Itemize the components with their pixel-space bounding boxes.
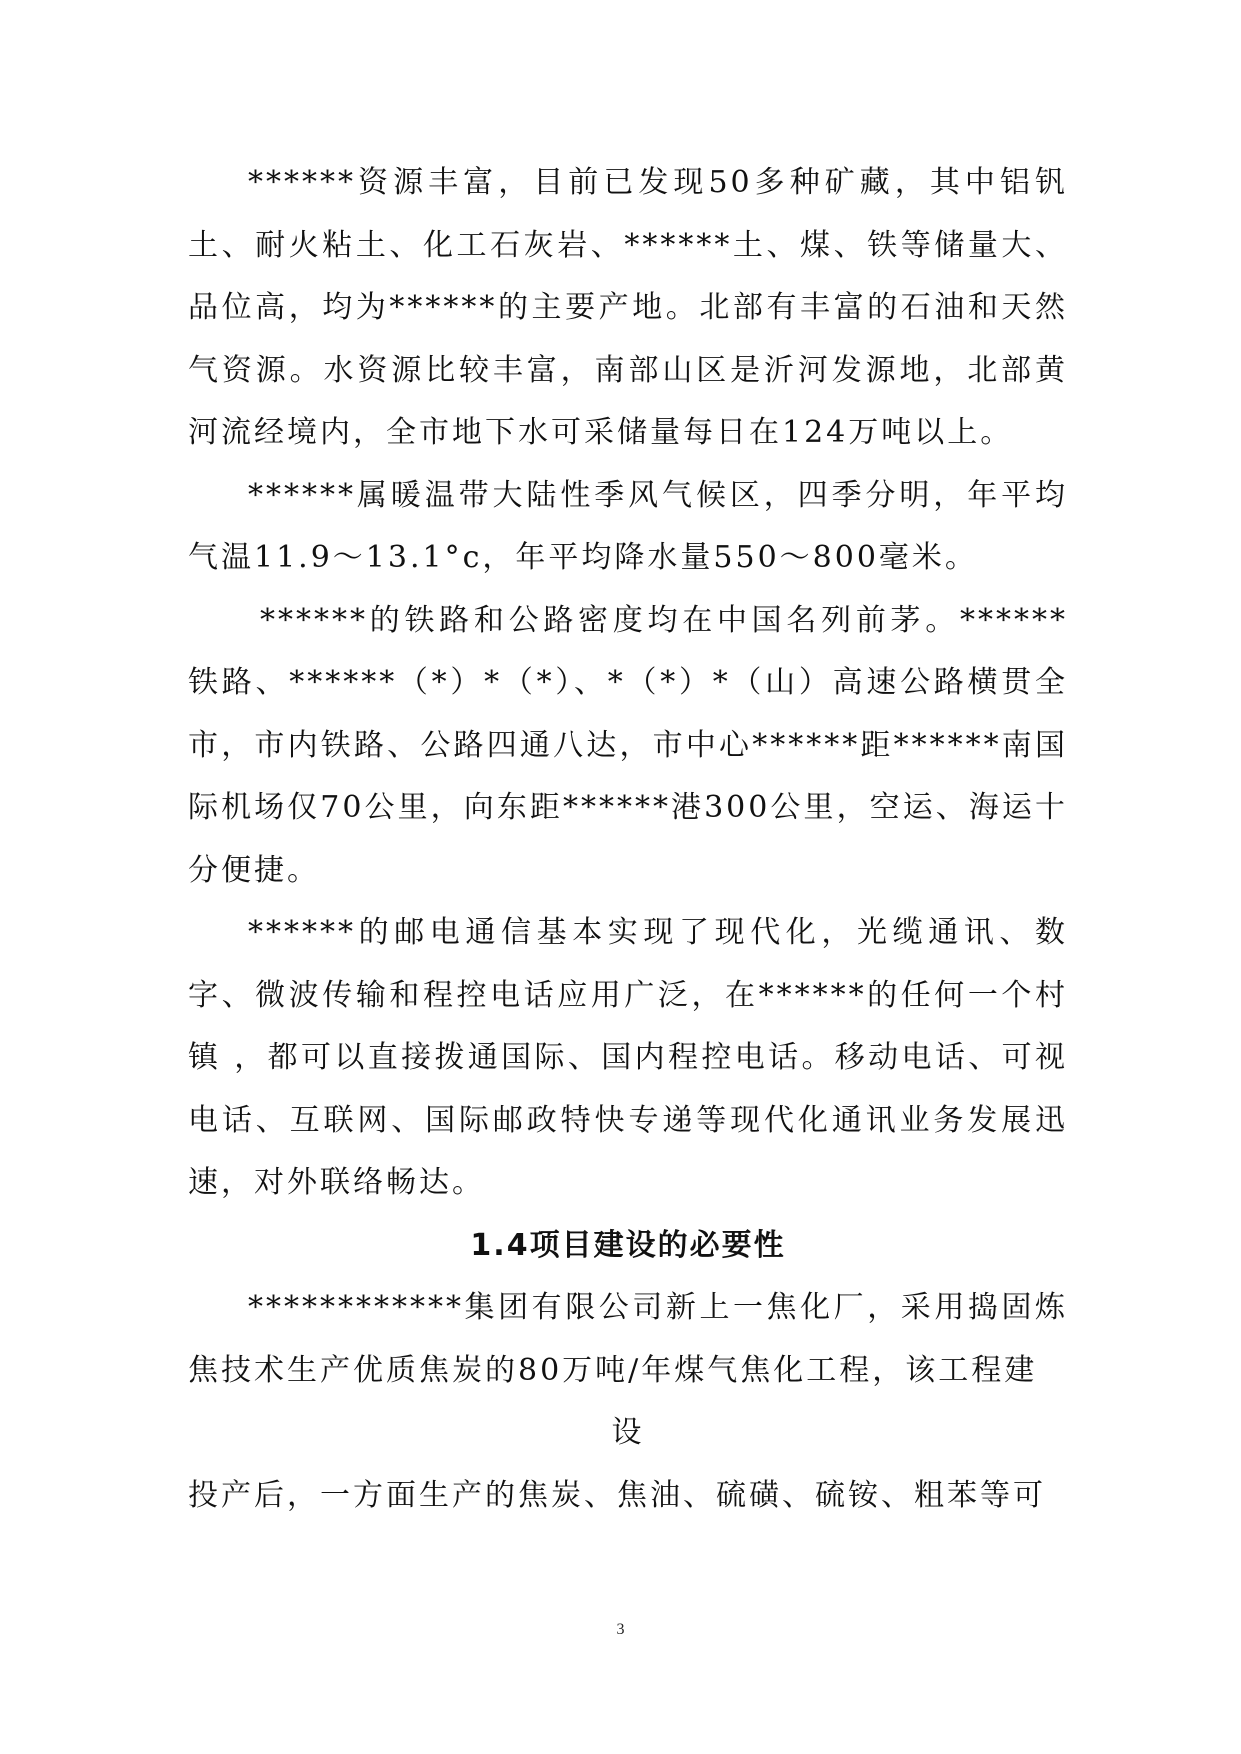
document-body: [188, 152, 1068, 1527]
paragraph-telecom: ******的邮电通信基本实现了现代化，光缆通讯、数字、微波传输和程控电话应用广泛，在******的任何一个村镇 ，都可以直接拨通国际、国内程控电话。移动电话、可视电话、互联网、国际邮政特快专递等现代化通讯业务发展迅速，对外联络畅达。: [188, 915, 1068, 1200]
paragraph-resources: ******资源丰富，目前已发现50多种矿藏，其中铝钒土、耐火粘土、化工石灰岩、******土、煤、铁等储量大、品位高，均为******的主要产地。北部有丰富的石油和天然气资源。水资源比较丰富，南部山区是沂河发源地，北部黄河流经境内，全市地下水可采储量每日在124万吨以上。: [188, 165, 1068, 450]
paragraph-project: ************集团有限公司新上一焦化厂，采用捣固炼焦技术生产优质焦炭的80万吨/年煤气焦化工程，该工程建: [188, 1290, 1068, 1388]
page-number: 3: [616, 1621, 625, 1638]
section-heading: 1.4项目建设的必要性: [470, 1227, 786, 1263]
paragraph-transport: ******的铁路和公路密度均在中国名列前茅。******铁路、******（*）*（*）、*（*）*（山）高速公路横贯全市，市内铁路、公路四通八达，市中心******距******南国际机场仅70公里，向东距******港300公里，空运、海运十分便捷。: [188, 602, 1068, 888]
paragraph-orphan-char: 设: [611, 1415, 645, 1450]
paragraph-climate: ******属暖温带大陆性季风气候区，四季分明，年平均气温11.9～13.1°c，年平均降水量550～800毫米。: [188, 477, 1068, 575]
paragraph-continuation: 投产后，一方面生产的焦炭、焦油、硫磺、硫铵、粗苯等可: [188, 1477, 1046, 1513]
